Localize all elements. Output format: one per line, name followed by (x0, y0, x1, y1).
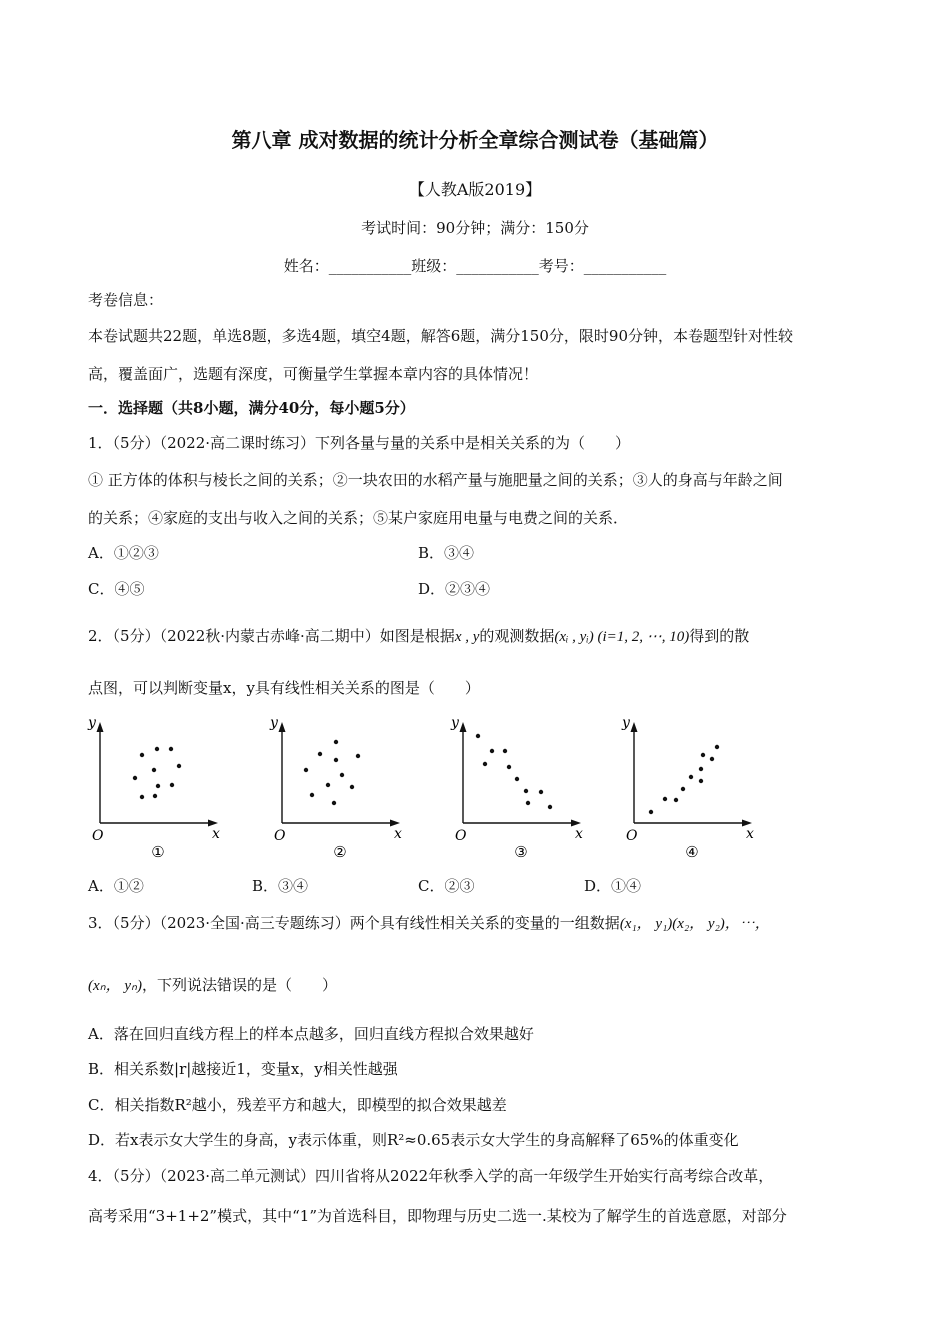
option-d: D．①④ (584, 877, 642, 895)
student-fields: 姓名：___________班级：___________考号：___________ (283, 257, 667, 275)
scatter-point (483, 762, 487, 766)
scatter-point (304, 768, 308, 772)
scatter-point (153, 794, 157, 798)
exam-time: 考试时间：90分钟；满分：150分 (361, 219, 589, 237)
scatter-point (548, 805, 552, 809)
scatter-point (490, 749, 494, 753)
origin-label: O (626, 828, 638, 844)
scatter-svg-4 (619, 700, 779, 870)
info-line: 本卷试题共22题，单选8题，多选4题，填空4题，解答6题，满分150分，限时90分钟，本卷题型针对性较 (88, 327, 793, 345)
scatter-point (140, 795, 144, 799)
scatter-point (715, 745, 719, 749)
scatter-point (710, 757, 714, 761)
question-stem: 高考采用“3+1+2”模式，其中“1”为首选科目，即物理与历史二选一.某校为了解学生的首选意愿，对部分 (88, 1207, 787, 1225)
plot-number-label: ① (151, 843, 165, 861)
y-axis-label: y (451, 715, 459, 731)
y-axis-arrow (460, 722, 467, 732)
scatter-point (170, 783, 174, 787)
scatter-point (318, 752, 322, 756)
scatter-point (674, 798, 678, 802)
scatter-plot (267, 700, 427, 870)
section-heading: 一．选择题（共8小题，满分40分，每小题5分） (88, 399, 415, 417)
scatter-point (649, 810, 653, 814)
x-axis-label: x (212, 826, 220, 842)
plot-number-label: ③ (514, 843, 528, 861)
origin-label: O (455, 828, 467, 844)
y-axis-label: y (270, 715, 278, 731)
y-axis-arrow (97, 722, 104, 732)
scatter-point (539, 790, 543, 794)
option-b: B．③④ (418, 544, 475, 562)
scatter-point (326, 783, 330, 787)
info-line: 高，覆盖面广，选题有深度，可衡量学生掌握本章内容的具体情况！ (88, 365, 539, 383)
scatter-svg-2 (267, 700, 427, 870)
question-stem: 1．（5分）（2022·高二课时练习）下列各量与量的关系中是相关关系的为（ ） (88, 434, 631, 452)
scatter-svg-1 (85, 700, 245, 870)
scatter-point (140, 753, 144, 757)
option-b: B．③④ (252, 877, 309, 895)
plot-number-label: ② (333, 843, 347, 861)
scatter-point (334, 740, 338, 744)
option-b: B．相关系数|r|越接近1，变量x，y相关性越强 (88, 1060, 398, 1078)
info-label: 考卷信息： (88, 291, 164, 309)
scatter-point (699, 779, 703, 783)
option-d: D．若x表示女大学生的身高，y表示体重，则R²≈0.65表示女大学生的身高解释了65%的体重变化 (88, 1131, 739, 1149)
option-a: A．①②③ (88, 544, 159, 562)
x-axis-label: x (394, 826, 402, 842)
scatter-point (133, 776, 137, 780)
scatter-point (340, 773, 344, 777)
y-axis-label: y (622, 715, 630, 731)
scatter-point (681, 787, 685, 791)
scatter-plot (85, 700, 245, 870)
scatter-point (701, 753, 705, 757)
edition: 【人教A版2019】 (408, 180, 542, 199)
option-c: C．④⑤ (88, 580, 145, 598)
option-d: D．②③④ (418, 580, 491, 598)
scatter-point (156, 784, 160, 788)
option-c: C．相关指数R²越小，残差平方和越大，即模型的拟合效果越差 (88, 1096, 507, 1114)
scatter-point (356, 754, 360, 758)
y-axis-label: y (88, 715, 96, 731)
scatter-point (524, 789, 528, 793)
scatter-point (350, 785, 354, 789)
question-stem: 4．（5分）（2023·高二单元测试）四川省将从2022年秋季入学的高一年级学生开始实行高考综合改革， (88, 1167, 774, 1185)
origin-label: O (92, 828, 104, 844)
page-title: 第八章 成对数据的统计分析全章综合测试卷（基础篇） (231, 128, 719, 152)
question-stem: 3．（5分）（2023·全国·高三专题练习）两个具有线性相关关系的变量的一组数据(x₁， y₁)(x₂， y₂)，⋯， (88, 914, 770, 932)
option-a: A．落在回归直线方程上的样本点越多，回归直线方程拟合效果越好 (88, 1025, 534, 1043)
scatter-point (334, 758, 338, 762)
scatter-point (515, 777, 519, 781)
option-c: C．②③ (418, 877, 475, 895)
x-axis-label: x (746, 826, 754, 842)
scatter-plot (448, 700, 608, 870)
origin-label: O (274, 828, 286, 844)
scatter-point (503, 749, 507, 753)
plot-number-label: ④ (685, 843, 699, 861)
y-axis-arrow (279, 722, 286, 732)
scatter-point (663, 797, 667, 801)
question-body: ① 正方体的体积与棱长之间的关系；②一块农田的水稻产量与施肥量之间的关系；③人的身高与年龄之间 (88, 471, 783, 489)
scatter-point (169, 747, 173, 751)
question-stem: (xₙ， yₙ)，下列说法错误的是（ ） (88, 976, 338, 994)
scatter-point (332, 801, 336, 805)
question-stem: 2．（5分）（2022秋·内蒙古赤峰·高二期中）如图是根据x , y的观测数据(xᵢ , yᵢ) (i=1, 2, ⋯, 10)得到的散 (88, 627, 750, 645)
scatter-svg-3 (448, 700, 608, 870)
x-axis-label: x (575, 826, 583, 842)
scatter-point (476, 734, 480, 738)
scatter-point (699, 767, 703, 771)
question-body: 的关系；④家庭的支出与收入之间的关系；⑤某户家庭用电量与电费之间的关系． (88, 509, 629, 527)
question-stem: 点图，可以判断变量x，y具有线性相关关系的图是（ ） (88, 679, 480, 697)
y-axis-arrow (631, 722, 638, 732)
scatter-point (689, 775, 693, 779)
scatter-point (507, 765, 511, 769)
scatter-point (155, 747, 159, 751)
option-a: A．①② (88, 877, 144, 895)
scatter-point (152, 768, 156, 772)
scatter-point (526, 801, 530, 805)
scatter-point (310, 793, 314, 797)
scatter-plot (619, 700, 779, 870)
scatter-point (177, 764, 181, 768)
